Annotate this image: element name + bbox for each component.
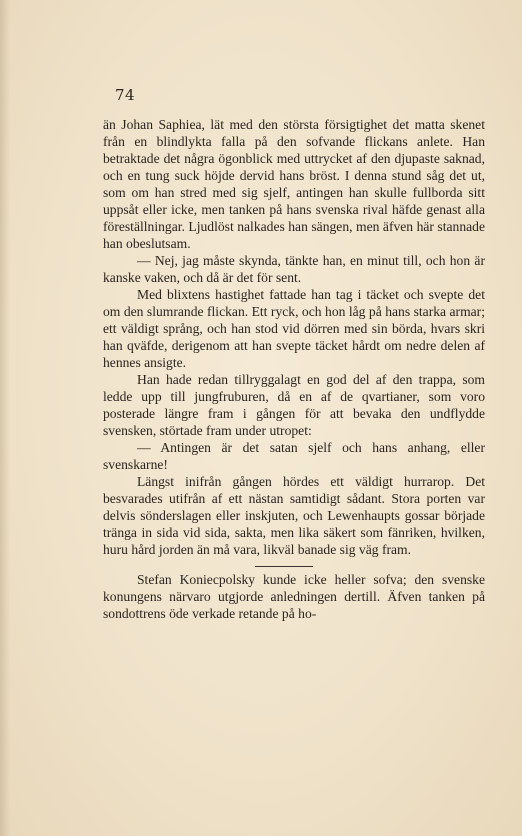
- paragraph-continuation: än Johan Saphiea, lät med den största försigtighet det matta skenet från en blindlykta falla på den sofvande flickans anlete. Han betraktade det några ögonblick med uttrycket af den djupaste saknad, och en tung suck höjde dervid hans bröst. I denna stund såg det ut, som om han stred med sig sjelf, antingen han skulle fullborda sitt uppsåt eller icke, men tanken på hans svenska rival häfde genast alla föreställningar. Ljudlöst nalkades han sängen, men äfven här stannade han obeslutsam.: [103, 117, 485, 251]
- paragraph-dialogue: — Antingen är det satan sjelf och hans anhang, eller svenskarne!: [103, 440, 485, 472]
- section-divider: [255, 566, 313, 567]
- paragraph-dialogue: — Nej, jag måste skynda, tänkte han, en minut till, och hon är kanske vaken, och då är det för sent.: [103, 253, 485, 285]
- paragraph: Med blixtens hastighet fattade han tag i täcket och svepte det om den slumrande flickan. Ett ryck, och hon låg på hans starka armar; ett väldigt språng, och han stod vid dörren med sin börda, hvars skri han qväfde, derigenom att han svepte täcket hårdt om nedre delen af hennes ansigte.: [103, 287, 485, 370]
- paragraph-new-section: Stefan Koniecpolsky kunde icke heller sofva; den svenske konungens närvaro utgjorde anledningen dertill. Äfven tanken på sondottrens öde verkade retande på ho-: [103, 572, 485, 621]
- page-number: 74: [115, 86, 136, 104]
- body-text: [103, 116, 485, 622]
- paragraph: Han hade redan tillryggalagt en god del af den trappa, som ledde upp till jungfruburen, då en af de qvartianer, som voro posterade längre fram i gången för att bevaka den undflydde svensken, störtade fram under utropet:: [103, 372, 485, 438]
- page-edge-shadow: [0, 0, 10, 836]
- paragraph: Längst inifrån gången hördes ett väldigt hurrarop. Det besvarades utifrån af ett nästan samtidigt sådant. Stora porten var delvis sönderslagen eller inskjuten, och Lewenhaupts gossar började tränga in sida vid sida, sakta, men lika säkert som fänriken, hvilken, huru hård jorden än må vara, likväl banade sig väg fram.: [103, 474, 485, 557]
